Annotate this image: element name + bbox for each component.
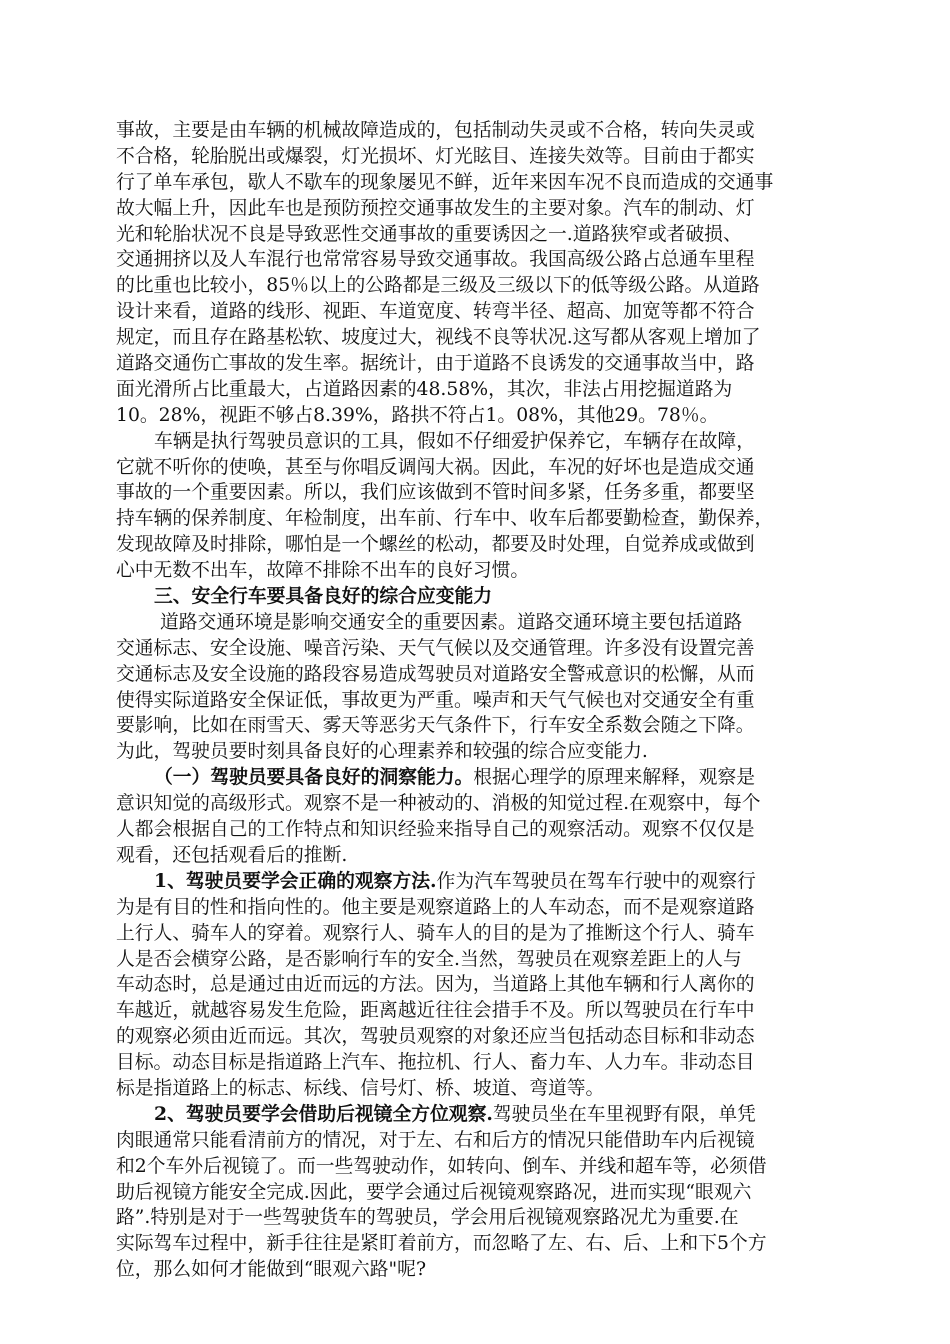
- text-line: [116, 532, 886, 558]
- line-text: 它就不听你的使唤，甚至与你唱反调闯大祸。因此，车况的好坏也是造成交通: [116, 456, 755, 478]
- line-text: 目标。动态目标是指道路上汽车、拖拉机、行人、畜力车、人力车。非动态目: [116, 1052, 755, 1074]
- text-line: [116, 869, 886, 895]
- text-line: [116, 480, 886, 506]
- bold-heading: （一）驾驶员要具备良好的洞察能力。: [154, 766, 474, 789]
- line-text: 交通标志、安全设施、噪音污染、天气气候以及交通管理。许多没有设置完善: [116, 637, 755, 659]
- text-line: [116, 998, 886, 1024]
- text-line: [116, 429, 886, 455]
- line-text: 为是有目的性和指向性的。他主要是观察道路上的人车动态，而不是观察道路: [116, 896, 755, 918]
- bold-heading: 2、驾驶员要学会借助后视镜全方位观察.: [154, 1102, 493, 1125]
- line-text: 作为汽车驾驶员在驾车行驶中的观察行: [436, 870, 756, 892]
- line-text: 持车辆的保养制度、年检制度，出车前、行车中、收车后都要勤检查，勤保养，: [116, 508, 774, 530]
- line-text: 人是否会横穿公路，是否影响行车的安全.当然，驾驶员在观察差距上的人与: [116, 948, 742, 970]
- text-line: [116, 1180, 886, 1206]
- line-text: 为此，驾驶员要时刻具备良好的心理素养和较强的综合应变能力.: [116, 741, 648, 763]
- text-line: [116, 351, 886, 377]
- text-line: [116, 972, 886, 998]
- text-line: [116, 506, 886, 532]
- line-text: 助后视镜方能安全完成.因此，要学会通过后视镜观察路况，进而实现“眼观六: [116, 1181, 752, 1203]
- text-line: [116, 688, 886, 714]
- text-line: [116, 1128, 886, 1154]
- text-line: [116, 118, 886, 144]
- line-text: 事故，主要是由车辆的机械故障造成的，包括制动失灵或不合格，转向失灵或: [116, 120, 755, 141]
- text-line: [116, 1024, 886, 1050]
- line-text: 根据心理学的原理来解释，观察是: [473, 767, 755, 789]
- text-line: [116, 222, 886, 248]
- text-line: [116, 247, 886, 273]
- text-line: [116, 895, 886, 921]
- text-line: [116, 817, 886, 843]
- text-line: [116, 1102, 886, 1128]
- line-text: 交通拥挤以及人车混行也常常容易导致交通事故。我国高级公路占总通车里程: [116, 249, 755, 271]
- text-line: [116, 662, 886, 688]
- line-text: 10。28%，视距不够占8.39%，路拱不符占1。08%，其他29。78％。: [116, 404, 719, 426]
- text-line: [116, 403, 886, 429]
- line-text: 观看，还包括观看后的推断.: [116, 844, 348, 866]
- line-text: 人都会根据自己的工作特点和知识经验来指导自己的观察活动。观察不仅仅是: [116, 819, 755, 841]
- text-line: [116, 1076, 886, 1102]
- line-text: 道路交通伤亡事故的发生率。据统计，由于道路不良诱发的交通事故当中，路: [116, 353, 755, 375]
- line-text: 的比重也比较小，85％以上的公路都是三级及三级以下的低等级公路。从道路: [116, 275, 760, 297]
- line-text: 心中无数不出车，故障不排除不出车的良好习惯。: [116, 560, 530, 582]
- text-line: [116, 765, 886, 791]
- line-text: 路”.特别是对于一些驾驶货车的驾驶员，学会用后视镜观察路况尤为重要.在: [116, 1207, 739, 1229]
- text-line: [116, 921, 886, 947]
- text-line: [116, 713, 886, 739]
- text-line: [116, 1257, 886, 1283]
- text-line: [116, 636, 886, 662]
- line-text: 交通标志及安全设施的路段容易造成驾驶员对道路安全警戒意识的松懈，从而: [116, 663, 755, 685]
- text-line: [116, 1231, 886, 1257]
- line-text: 事故的一个重要因素。所以，我们应该做到不管时间多紧，任务多重，都要坚: [116, 482, 755, 504]
- line-text: 行了单车承包，歇人不歇车的现象屡见不鲜，近年来因车况不良而造成的交通事: [116, 171, 774, 193]
- text-line: [116, 273, 886, 299]
- line-text: 和2个车外后视镜了。而一些驾驶动作，如转向、倒车、并线和超车等，必须借: [116, 1155, 767, 1177]
- line-text: 实际驾车过程中，新手往往是紧盯着前方，而忽略了左、右、后、上和下5个方: [116, 1233, 767, 1255]
- text-line: [116, 144, 886, 170]
- line-text: 的观察必须由近而远。其次，驾驶员观察的对象还应当包括动态目标和非动态: [116, 1026, 755, 1048]
- text-line: [116, 196, 886, 222]
- line-text: 车越近，就越容易发生危险，距离越近往往会措手不及。所以驾驶员在行车中: [116, 1000, 755, 1022]
- line-text: 设计来看，道路的线形、视距、车道宽度、转弯半径、超高、加宽等都不符合: [116, 301, 755, 323]
- bold-heading: 1、驾驶员要学会正确的观察方法.: [154, 869, 437, 892]
- text-line: [116, 1205, 886, 1231]
- line-text: 上行人、骑车人的穿着。观察行人、骑车人的目的是为了推断这个行人、骑车: [116, 922, 755, 944]
- line-text: 规定，而且存在路基松软、坡度过大，视线不良等状况.这写都从客观上增加了: [116, 327, 761, 349]
- line-text: 要影响，比如在雨雪天、雾天等恶劣天气条件下，行车安全系数会随之下降。: [116, 715, 755, 737]
- text-line: [116, 325, 886, 351]
- line-text: 道路交通环境是影响交通安全的重要因素。道路交通环境主要包括道路: [160, 611, 743, 633]
- line-text: 使得实际道路安全保证低，事故更为严重。噪声和天气气候也对交通安全有重: [116, 689, 755, 711]
- text-line: [116, 455, 886, 481]
- line-text: 驾驶员坐在车里视野有限，单凭: [492, 1103, 756, 1125]
- text-line: [116, 558, 886, 584]
- line-text: 不合格，轮胎脱出或爆裂，灯光损坏、灯光眩目、连接失效等。目前由于都实: [116, 145, 755, 167]
- line-text: 位，那么如何才能做到“眼观六路"呢?: [116, 1259, 427, 1281]
- line-text: 车辆是执行驾驶员意识的工具，假如不仔细爱护保养它，车辆存在故障，: [154, 430, 755, 452]
- line-text: 车动态时，总是通过由近而远的方法。因为，当道路上其他车辆和行人离你的: [116, 974, 755, 996]
- line-text: 发现故障及时排除，哪怕是一个螺丝的松动，都要及时处理，自觉养成或做到: [116, 534, 755, 556]
- text-line: [116, 1050, 886, 1076]
- text-line: [116, 170, 886, 196]
- line-text: 意识知觉的高级形式。观察不是一种被动的、消极的知觉过程.在观察中，每个: [116, 793, 761, 815]
- line-text: 肉眼通常只能看清前方的情况，对于左、右和后方的情况只能借助车内后视镜: [116, 1129, 755, 1151]
- text-line: [116, 377, 886, 403]
- bold-heading: 三、安全行车要具备良好的综合应变能力: [154, 585, 493, 608]
- text-line: [116, 843, 886, 869]
- line-text: 面光滑所占比重最大，占道路因素的48.58%，其次，非法占用挖掘道路为: [116, 378, 733, 400]
- text-line: [116, 299, 886, 325]
- text-line: [116, 610, 886, 636]
- text-line: [116, 1154, 886, 1180]
- text-line: [116, 947, 886, 973]
- line-text: 故大幅上升，因此车也是预防预控交通事故发生的主要对象。汽车的制动、灯: [116, 197, 755, 219]
- text-line: [116, 739, 886, 765]
- document-body: [116, 118, 886, 1283]
- text-line: [116, 791, 886, 817]
- line-text: 标是指道路上的标志、标线、信号灯、桥、坡道、弯道等。: [116, 1077, 605, 1099]
- line-text: 光和轮胎状况不良是导致恶性交通事故的重要诱因之一.道路狭窄或者破损、: [116, 223, 742, 245]
- text-line: [116, 584, 886, 610]
